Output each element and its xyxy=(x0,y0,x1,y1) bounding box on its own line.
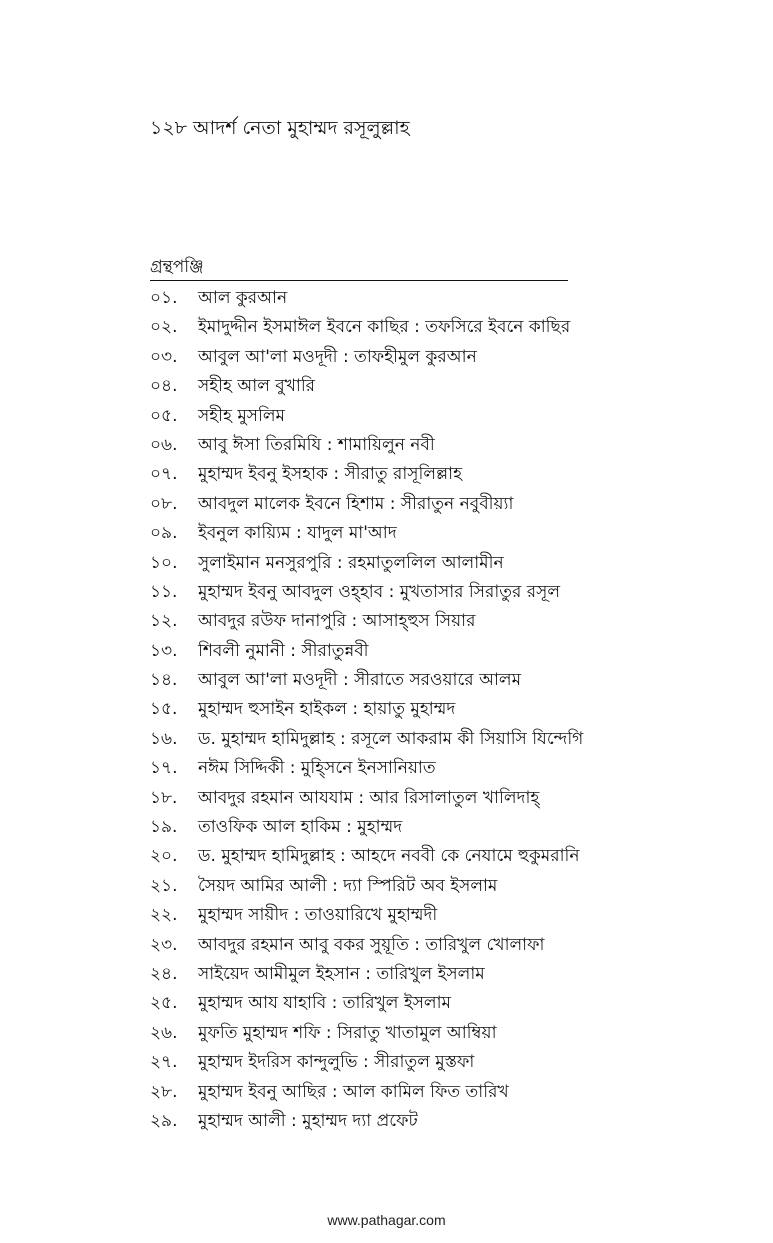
bibliography-entry xyxy=(150,872,750,901)
bibliography-entry xyxy=(150,284,750,313)
bibliography-entry xyxy=(150,490,750,519)
entry-number: ২৩. xyxy=(150,934,178,955)
entry-text: আবুল আ'লা মওদূদী : সীরাতে সরওয়ারে আলম xyxy=(198,670,522,691)
entry-number: ১৫. xyxy=(150,699,178,720)
entry-number: ০৪. xyxy=(150,376,178,397)
entry-number: ১৩. xyxy=(150,640,178,661)
entry-text: আবু ঈসা তিরমিযি : শামায়িলুন নবী xyxy=(198,434,435,455)
bibliography-entry xyxy=(150,372,750,401)
bibliography-entry xyxy=(150,1078,750,1107)
bibliography-entry xyxy=(150,989,750,1018)
bibliography-entry xyxy=(150,460,750,489)
entry-number: ২৯. xyxy=(150,1110,178,1131)
bibliography-entry xyxy=(150,784,750,813)
entry-number: ০৭. xyxy=(150,464,178,485)
bibliography-entry xyxy=(150,637,750,666)
entry-number: ১১. xyxy=(150,581,178,602)
entry-text: তাওফিক আল হাকিম : মুহাম্মদ xyxy=(198,817,403,838)
entry-text: ড. মুহাম্মদ হামিদুল্লাহ : রসূলে আকরাম কী সিয়াসি যিন্দেগি xyxy=(198,728,584,749)
entry-text: মুহাম্মদ হুসাইন হাইকল : হায়াতু মুহাম্মদ xyxy=(198,699,456,720)
entry-text: ইবনুল কায়্যিম : যাদুল মা'আদ xyxy=(198,523,397,544)
bibliography-entry xyxy=(150,901,750,930)
bibliography-entry xyxy=(150,960,750,989)
entry-number: ১৮. xyxy=(150,787,178,808)
entry-number: ২০. xyxy=(150,846,178,867)
entry-number: ২৭. xyxy=(150,1052,178,1073)
bibliography-entry xyxy=(150,519,750,548)
bibliography-entry xyxy=(150,549,750,578)
bibliography-entry xyxy=(150,666,750,695)
bibliography-entry xyxy=(150,1048,750,1077)
entry-text: শিবলী নুমানী : সীরাতুন্নবী xyxy=(198,640,369,661)
entry-text: মুফতি মুহাম্মদ শফি : সিরাতু খাতামুল আম্বিয়া xyxy=(198,1022,497,1043)
entry-number: ০৬. xyxy=(150,434,178,455)
entry-number: ০৫. xyxy=(150,405,178,426)
entry-text: মুহাম্মদ সায়ীদ : তাওয়ারিখে মুহাম্মদী xyxy=(198,905,438,926)
bibliography-list xyxy=(150,284,750,1136)
entry-text: সৈয়দ আমির আলী : দ্যা স্পিরিট অব ইসলাম xyxy=(198,875,498,896)
bibliography-entry xyxy=(150,842,750,871)
entry-number: ০১. xyxy=(150,288,178,308)
bibliography-entry xyxy=(150,607,750,636)
entry-text: আবদুল মালেক ইবনে হিশাম : সীরাতুন নবুবীয়্যা xyxy=(198,493,514,514)
running-header: ১২৮ আদর্শ নেতা মুহাম্মদ রসূলুল্লাহ xyxy=(150,117,410,139)
entry-number: ০৯. xyxy=(150,523,178,544)
entry-text: আল কুরআন xyxy=(198,288,288,308)
entry-text: আবদুর রহমান আযযাম : আর রিসালাতুল খালিদাহ্ xyxy=(198,787,540,808)
entry-text: মুহাম্মদ আয যাহাবি : তারিখুল ইসলাম xyxy=(198,993,451,1014)
entry-text: আবুল আ'লা মওদূদী : তাফহীমুল কুরআন xyxy=(198,346,477,367)
entry-text: মুহাম্মদ ইবনু ইসহাক : সীরাতু রাসূলিল্লাহ xyxy=(198,464,463,485)
entry-text: ইমাদুদ্দীন ইসমাঈল ইবনে কাছির : তফসিরে ইবনে কাছির xyxy=(198,317,571,338)
entry-number: ১৯. xyxy=(150,817,178,838)
bibliography-entry xyxy=(150,931,750,960)
entry-number: ১২. xyxy=(150,611,178,632)
entry-number: ২৫. xyxy=(150,993,178,1014)
entry-number: ২১. xyxy=(150,875,178,896)
bibliography-entry xyxy=(150,754,750,783)
entry-number: ০৮. xyxy=(150,493,178,514)
section-title: গ্রন্থপঞ্জি xyxy=(150,257,204,277)
bibliography-entry xyxy=(150,313,750,342)
entry-text: মুহাম্মদ ইদরিস কান্দুলুভি : সীরাতুল মুস্তফা xyxy=(198,1052,475,1073)
bibliography-entry xyxy=(150,1019,750,1048)
entry-number: ১৭. xyxy=(150,758,178,779)
entry-text: নঈম সিদ্দিকী : মুহ্সিনে ইনসানিয়াত xyxy=(198,758,436,779)
bibliography-entry xyxy=(150,695,750,724)
bibliography-entry xyxy=(150,431,750,460)
entry-number: ২৮. xyxy=(150,1081,178,1102)
entry-text: সুলাইমান মনসুরপুরি : রহমাতুললিল আলামীন xyxy=(198,552,504,573)
entry-text: সাইয়েদ আমীমুল ইহসান : তারিখুল ইসলাম xyxy=(198,963,485,984)
bibliography-entry xyxy=(150,813,750,842)
entry-text: সহীহ আল বুখারি xyxy=(198,376,316,397)
bibliography-entry xyxy=(150,1107,750,1136)
entry-number: ০৩. xyxy=(150,346,178,367)
entry-text: ড. মুহাম্মদ হামিদুল্লাহ : আহদে নববী কে নেযামে হুকুমরানি xyxy=(198,846,580,867)
entry-text: মুহাম্মদ আলী : মুহাম্মদ দ্যা প্রফেট xyxy=(198,1110,418,1131)
entry-text: সহীহ মুসলিম xyxy=(198,405,285,426)
entry-text: আবদুর রউফ দানাপুরি : আসাহ্হুস সিয়ার xyxy=(198,611,476,632)
bibliography-entry xyxy=(150,402,750,431)
entry-number: ০২. xyxy=(150,317,178,338)
bibliography-entry xyxy=(150,725,750,754)
bibliography-entry xyxy=(150,343,750,372)
entry-text: আবদুর রহমান আবু বকর সুয়ূতি : তারিখুল খোলাফা xyxy=(198,934,545,955)
bibliography-entry xyxy=(150,578,750,607)
entry-number: ১০. xyxy=(150,552,178,573)
title-underline xyxy=(150,280,568,281)
entry-text: মুহাম্মদ ইবনু আছির : আল কামিল ফিত তারিখ xyxy=(198,1081,509,1102)
entry-number: ১৪. xyxy=(150,670,178,691)
footer-url: www.pathagar.com xyxy=(327,1212,446,1228)
entry-number: ২২. xyxy=(150,905,178,926)
entry-number: ২৪. xyxy=(150,963,178,984)
entry-number: ২৬. xyxy=(150,1022,178,1043)
entry-text: মুহাম্মদ ইবনু আবদুল ওহ্হাব : মুখতাসার সিরাতুর রসূল xyxy=(198,581,561,602)
entry-number: ১৬. xyxy=(150,728,178,749)
